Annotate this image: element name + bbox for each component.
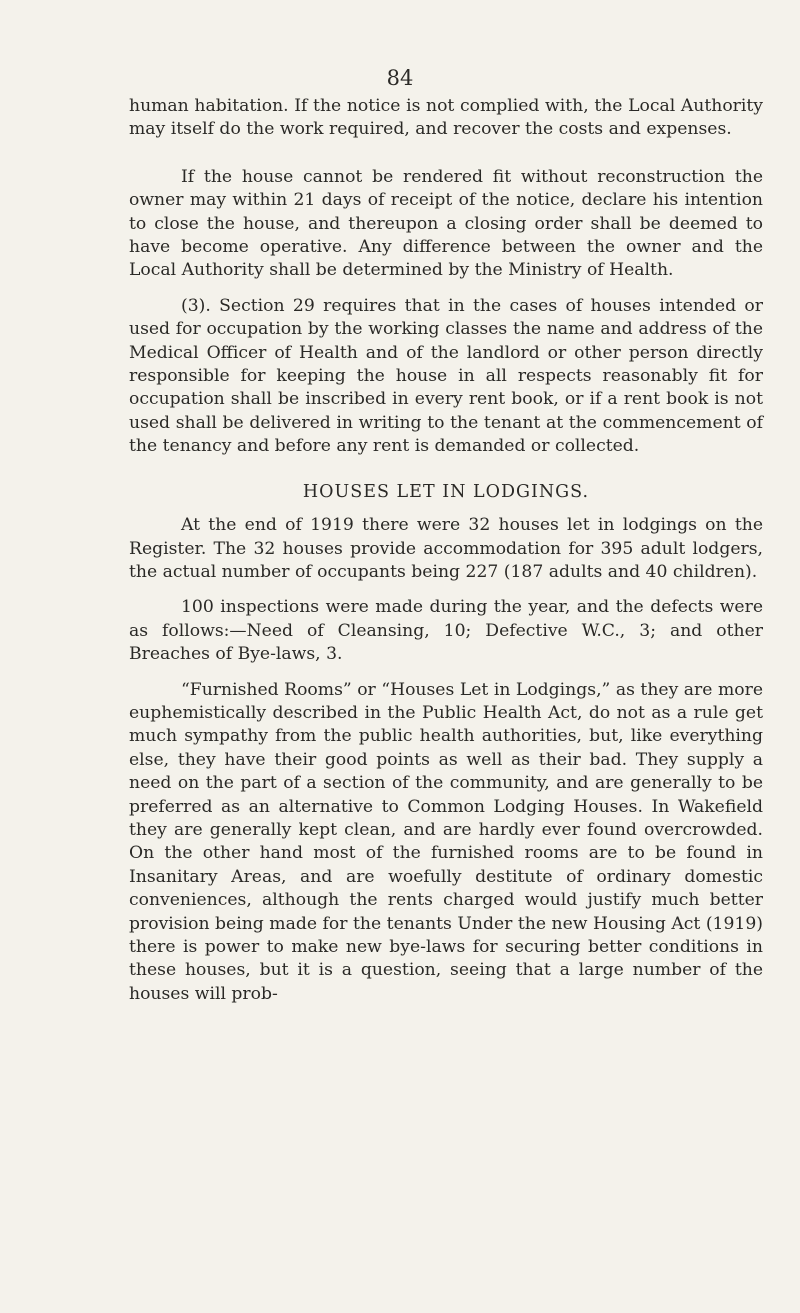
section-heading: HOUSES LET IN LODGINGS. — [302, 481, 590, 502]
paragraph-register: At the end of 1919 there were 32 houses let in lodgings on the Register. The 32 houses provide accommodation for 395 adult lodgers, the actual number of occupants being 227 (187 adults and 40 children). — [129, 515, 763, 582]
paragraph-inspections: 100 inspections were made during the year, and the defects were as follows:—Need of Cleansing, 10; Defective W.C., 3; and other Breaches of Bye-laws, 3. — [129, 597, 763, 665]
body-text — [129, 95, 763, 1006]
paragraph-furnished-rooms: “Furnished Rooms” or “Houses Let in Lodgings,” as they are more euphemistically described in the Public Health Act, do not as a rule get much sympathy from the public health authorities, but, like everything else, they have their good points as well as their bad. They supply a need on the part of a section of the community, and are generally to be preferred as an alternative to Common Lodging Houses. In Wakefield they are generally kept clean, and are hardly ever found overcrowded. On the other hand most of the furnished rooms are to be found in Insanitary Areas, and are woefully destitute of ordinary domestic conveniences, although the rents charged would justify much better provision being made for the tenants Under the new Housing Act (1919) there is power to make new bye-laws for securing better conditions in these houses, but it is a question, seeing that a large number of the houses will prob- — [129, 679, 763, 1004]
paragraph-reconstruction: If the house cannot be rendered fit without reconstruction the owner may within 21 days of receipt of the notice, declare his intention to close the house, and thereupon a closing order shall be deemed to have become operative. Any difference between the owner and the Local Authority shall be determined by the Ministry of Health. — [129, 166, 763, 281]
paragraph-continuation: human habitation. If the notice is not complied with, the Local Authority may itself do the work required, and recover the costs and expenses. — [129, 96, 763, 140]
paragraph-section-29: (3). Section 29 requires that in the cases of houses intended or used for occupation by the working classes the name and address of the Medical Officer of Health and of the landlord or other person directly responsible for keeping the house in all respects reasonably fit for occupation shall be inscribed in every rent book, or if a rent book is not used shall be delivered in writing to the tenant at the commencement of the tenancy and before any rent is demanded or collected. — [129, 295, 763, 457]
page-number: 84 — [386, 66, 414, 90]
